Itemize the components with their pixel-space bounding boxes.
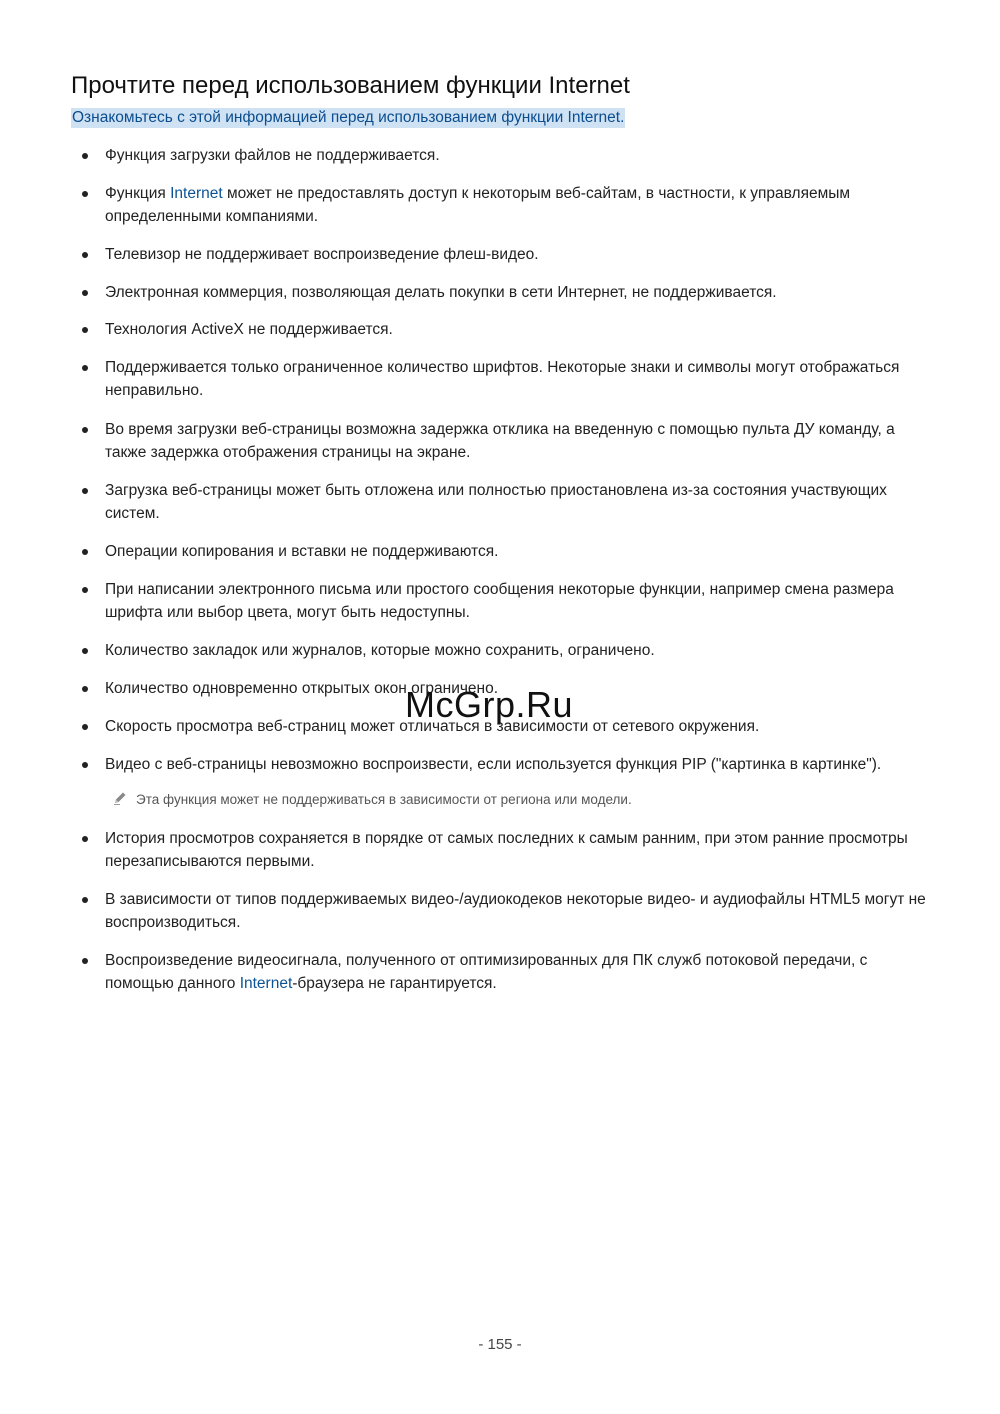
list-item-text: Функция Internet может не предоставлять доступ к некоторым веб-сайтам, в частности, к управляемым определенными компаниями. <box>105 185 851 225</box>
list-item-text: Количество закладок или журналов, которые можно сохранить, ограничено. <box>105 642 655 659</box>
list-item <box>82 827 932 873</box>
list-item <box>82 418 932 464</box>
bullet-icon <box>82 427 88 433</box>
internet-link[interactable]: Internet <box>170 185 223 202</box>
bullet-icon <box>82 897 88 903</box>
bullet-icon <box>82 549 88 555</box>
list-item-text: Воспроизведение видеосигнала, полученного от оптимизированных для ПК служб потоковой передачи, с помощью данного Internet-браузера не гарантируется. <box>105 952 868 992</box>
list-item-text: При написании электронного письма или простого сообщения некоторые функции, например смена размера шрифта или выбор цвета, могут быть недоступны. <box>105 581 894 621</box>
list-item-text: Видео с веб-страницы невозможно воспроизвести, если используется функция PIP ("картинка в картинке"). <box>105 756 882 773</box>
list-item-text: Загрузка веб-страницы может быть отложена или полностью приостановлена из-за состояния участвующих систем. <box>105 482 887 522</box>
bullet-icon <box>82 836 88 842</box>
list-item <box>82 949 932 995</box>
list-item <box>82 356 932 402</box>
list-item-text: Функция загрузки файлов не поддерживается. <box>105 147 440 164</box>
page-subtitle: Ознакомьтесь с этой информацией перед использованием функции Internet. <box>72 109 625 126</box>
pencil-icon <box>112 790 128 806</box>
list-item-text: В зависимости от типов поддерживаемых видео-/аудиокодеков некоторые видео- и аудиофайлы HTML5 могут не воспроизводиться. <box>105 891 926 931</box>
list-item <box>82 144 932 167</box>
list-item-text: История просмотров сохраняется в порядке от самых последних к самым ранним, при этом ранние просмотры перезаписываются первыми. <box>105 830 908 870</box>
internet-link[interactable]: Internet <box>239 975 293 992</box>
list-item-text: Во время загрузки веб-страницы возможна задержка отклика на введенную с помощью пульта ДУ команду, а также задержка отображения страницы на экране. <box>105 421 895 461</box>
bullet-icon <box>82 252 88 258</box>
watermark: McGrp.Ru <box>405 684 574 725</box>
list-item-text: Технология ActiveX не поддерживается. <box>105 321 393 338</box>
note <box>112 790 932 810</box>
bullet-icon <box>82 488 88 494</box>
page-title: Прочтите перед использованием функции Internet <box>71 72 630 99</box>
list-item <box>82 540 932 563</box>
bullet-icon <box>82 153 88 159</box>
list-item-text: Операции копирования и вставки не поддерживаются. <box>105 543 499 560</box>
list-item <box>82 888 932 934</box>
bullet-icon <box>82 724 88 730</box>
list-item-text: Электронная коммерция, позволяющая делать покупки в сети Интернет, не поддерживается. <box>105 284 777 301</box>
list-item-text: Количество одновременно открытых окон ограничено. <box>105 680 499 697</box>
list-item <box>82 753 932 776</box>
bullet-icon <box>82 191 88 197</box>
list-item <box>82 281 932 304</box>
bullet-icon <box>82 958 88 964</box>
list-item <box>82 182 932 228</box>
list-item <box>82 639 932 662</box>
page-number: - 155 - <box>478 1336 522 1353</box>
bullet-icon <box>82 587 88 593</box>
note-text: Эта функция может не поддерживаться в зависимости от региона или модели. <box>136 792 632 807</box>
list-item-text: Скорость просмотра веб-страниц может отличаться в зависимости от сетевого окружения. <box>105 718 760 735</box>
bullet-icon <box>82 648 88 654</box>
list-item <box>82 243 932 266</box>
list-item-text: Поддерживается только ограниченное количество шрифтов. Некоторые знаки и символы могут отображаться неправильно. <box>105 359 900 399</box>
list-item <box>82 318 932 341</box>
bullet-icon <box>82 290 88 296</box>
bullet-icon <box>82 686 88 692</box>
bullet-icon <box>82 365 88 371</box>
list-item-text: Телевизор не поддерживает воспроизведение флеш-видео. <box>105 246 539 263</box>
list-item <box>82 479 932 525</box>
list-item <box>82 578 932 624</box>
bullet-icon <box>82 327 88 333</box>
bullet-icon <box>82 762 88 768</box>
